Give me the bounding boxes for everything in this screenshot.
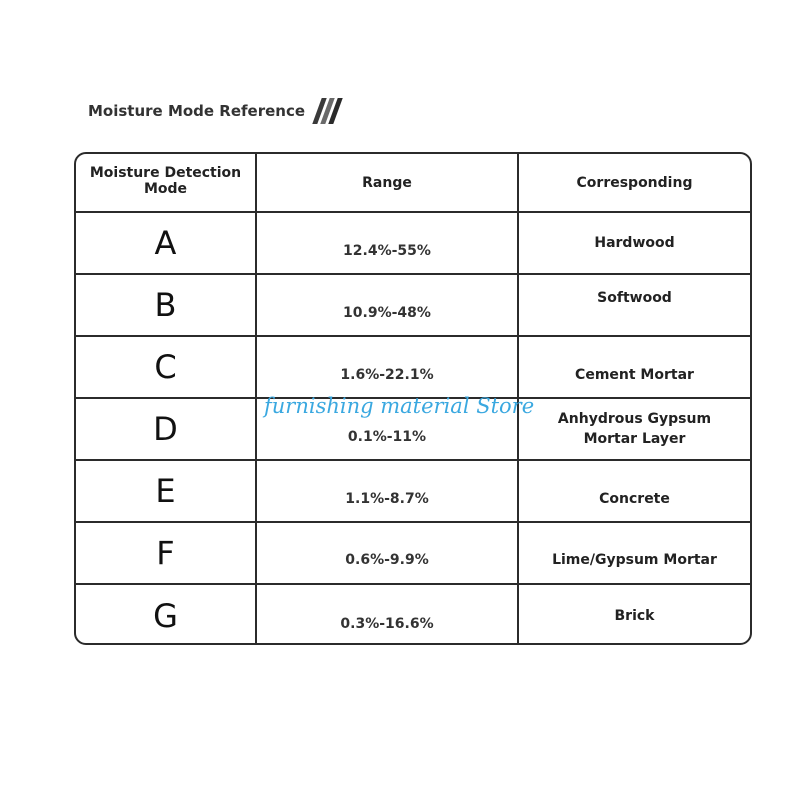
range-value: 1.6%-22.1%	[340, 367, 434, 383]
column-header-mode: Moisture Detection Mode	[76, 154, 256, 212]
range-value: 1.1%-8.7%	[345, 491, 429, 507]
material-cell	[518, 398, 750, 460]
table-header-row	[76, 154, 750, 212]
table-row	[76, 274, 750, 336]
material-value: Cement Mortar	[575, 367, 694, 383]
material-cell	[518, 460, 750, 522]
material-cell	[518, 522, 750, 584]
material-value: Anhydrous Gypsum Mortar Layer	[557, 411, 712, 447]
range-cell	[256, 460, 518, 522]
page-header	[88, 98, 338, 124]
range-cell	[256, 584, 518, 645]
table-row	[76, 460, 750, 522]
material-value: Lime/Gypsum Mortar	[552, 552, 717, 568]
mode-cell: D	[76, 398, 256, 460]
slash-decoration-icon	[317, 98, 338, 124]
range-value: 10.9%-48%	[343, 305, 431, 321]
material-value: Concrete	[599, 491, 670, 507]
mode-cell: E	[76, 460, 256, 522]
mode-cell: B	[76, 274, 256, 336]
material-value: Softwood	[597, 290, 672, 306]
column-header-corresponding: Corresponding	[518, 154, 750, 212]
mode-cell: C	[76, 336, 256, 398]
column-header-range: Range	[256, 154, 518, 212]
store-watermark: furnishing material Store	[264, 394, 535, 418]
range-cell	[256, 336, 518, 398]
range-value: 0.6%-9.9%	[345, 552, 429, 568]
material-cell	[518, 274, 750, 336]
page-title: Moisture Mode Reference	[88, 102, 306, 120]
table-row	[76, 212, 750, 274]
range-cell	[256, 212, 518, 274]
mode-cell: G	[76, 584, 256, 645]
range-value: 0.1%-11%	[347, 429, 427, 445]
range-cell	[256, 522, 518, 584]
material-cell	[518, 336, 750, 398]
material-cell: Brick	[614, 607, 655, 624]
range-value: 0.3%-16.6%	[340, 615, 434, 632]
table-row	[76, 522, 750, 584]
range-value: 12.4%-55%	[343, 243, 431, 259]
mode-cell: A	[76, 212, 256, 274]
material-cell: Hardwood	[518, 212, 750, 274]
table-row	[76, 336, 750, 398]
table-row	[76, 584, 750, 645]
mode-cell: F	[76, 522, 256, 584]
range-cell	[256, 274, 518, 336]
